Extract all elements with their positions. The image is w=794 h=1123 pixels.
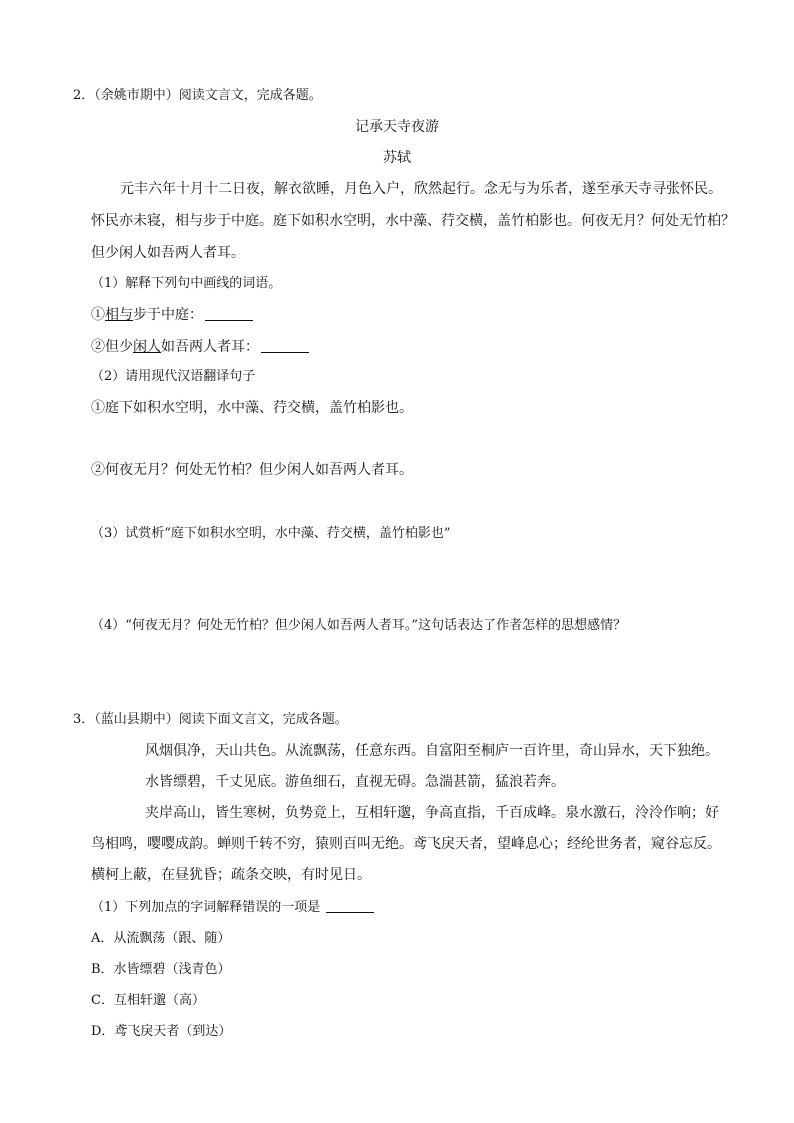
answer-blank[interactable] xyxy=(261,351,309,353)
q2-sub1-item1-underlined: 相与 xyxy=(105,307,133,323)
q2-sub1-item2-underlined: 闲人 xyxy=(133,339,161,355)
q2-passage-line-1: 元丰六年十月十二日夜，解衣欲睡，月色入户，欣然起行。念无与为乐者，遂至承天寺寻张怀民。 xyxy=(120,181,722,197)
q2-sub1-item-1 xyxy=(91,306,253,324)
answer-space[interactable] xyxy=(90,642,710,702)
q2-header: 2．（余姚市期中）阅读文言文，完成各题。 xyxy=(73,88,322,103)
q3-passage-line-1: 风烟俱净，天山共色。从流飘荡，任意东西。自富阳至桐庐一百许里，奇山异水，天下独绝。 xyxy=(145,743,719,759)
q3-sub1-prompt-text: （1）下列加点的字词解释错误的一项是 xyxy=(91,900,321,915)
q2-sub4: （4）“何夜无月？何处无竹柏？但少闲人如吾两人者耳。”这句话表达了作者怎样的思想感情？ xyxy=(91,618,627,633)
q3-sub1-prompt xyxy=(91,899,374,917)
q3-passage-line-4: 鸟相鸣，嘤嘤成韵。蝉则千转不穷，猿则百叫无绝。鸢飞戾天者，望峰息心；经纶世务者，窥谷忘反。 xyxy=(91,836,721,852)
q3-option-d[interactable]: D．鸢飞戾天者（到达） xyxy=(91,1024,232,1039)
q3-header: 3．（蓝山县期中）阅读下面文言文，完成各题。 xyxy=(73,712,348,727)
answer-blank[interactable] xyxy=(326,911,374,913)
answer-space[interactable] xyxy=(90,422,710,452)
q2-author: 苏轼 xyxy=(383,150,411,166)
q2-sub2-prompt: （2）请用现代汉语翻译句子 xyxy=(91,369,256,384)
q3-option-b[interactable]: B．水皆缥碧（浅青色） xyxy=(91,962,231,977)
q3-passage-line-2: 水皆缥碧，千丈见底。游鱼细石，直视无碍。急湍甚箭，猛浪若奔。 xyxy=(145,774,565,790)
q2-passage-line-3: 但少闲人如吾两人者耳。 xyxy=(91,245,245,261)
q2-sub3: （3）试赏析“庭下如积水空明，水中藻、荇交横，盖竹柏影也” xyxy=(91,526,451,541)
q3-option-c[interactable]: C．互相轩邈（高） xyxy=(91,993,205,1008)
q3-passage-line-5: 横柯上蔽，在昼犹昏；疏条交映，有时见日。 xyxy=(91,867,371,883)
answer-space[interactable] xyxy=(90,550,710,610)
q3-option-a[interactable]: A．从流飘荡（跟、随） xyxy=(91,931,231,946)
q2-title: 记承天寺夜游 xyxy=(355,119,439,135)
q2-sub1-item2-prefix: ②但少 xyxy=(91,339,133,355)
q2-sub2-item-1: ①庭下如积水空明，水中藻、荇交横，盖竹柏影也。 xyxy=(91,400,413,416)
q2-sub2-item-2: ②何夜无月？何处无竹柏？但少闲人如吾两人者耳。 xyxy=(91,462,413,478)
q2-sub1-item1-prefix: ① xyxy=(91,307,105,323)
q2-sub1-item1-rest: 步于中庭： xyxy=(133,307,203,323)
q3-passage-line-3: 夹岸高山，皆生寒树，负势竞上，互相轩邈，争高直指，千百成峰。泉水激石，泠泠作响；好 xyxy=(145,805,719,821)
answer-blank[interactable] xyxy=(205,319,253,321)
q2-sub1-item2-rest: 如吾两人者耳： xyxy=(161,339,259,355)
q2-passage-line-2: 怀民亦未寝，相与步于中庭。庭下如积水空明，水中藻、荇交横，盖竹柏影也。何夜无月？何处无竹柏？ xyxy=(91,213,735,229)
q2-sub1-item-2 xyxy=(91,338,309,356)
q2-sub1-prompt: （1）解释下列句中画线的词语。 xyxy=(91,276,282,291)
answer-space[interactable] xyxy=(90,484,710,514)
